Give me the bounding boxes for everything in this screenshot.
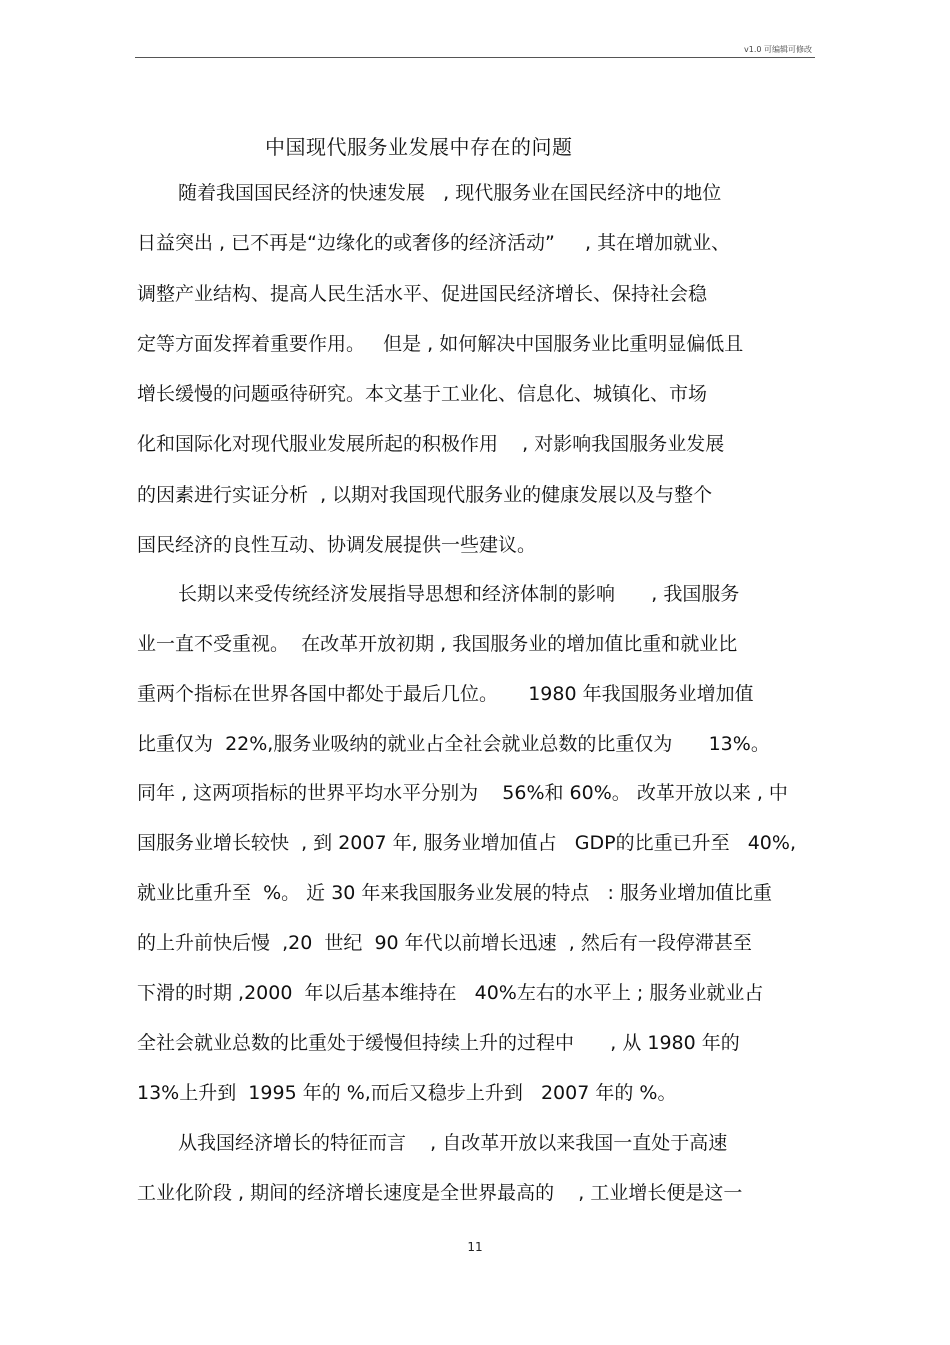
- text-line: 工业化阶段 , 期间的经济增长速度是全世界最高的 , 工业增长便是这一: [137, 1182, 743, 1204]
- header-rule: [135, 57, 815, 58]
- text-line: 比重仅为 22%,服务业吸纳的就业占全社会就业总数的比重仅为 13%。: [137, 733, 770, 755]
- text-line: 就业比重升至 %。 近 30 年来我国服务业发展的特点 : 服务业增加值比重: [137, 882, 772, 904]
- text-line: 日益突出 , 已不再是“边缘化的或奢侈的经济活动” , 其在增加就业、: [137, 232, 731, 254]
- text-line: 定等方面发挥着重要作用。 但是 , 如何解决中国服务业比重明显偏低且: [137, 333, 744, 355]
- text-line: 增长缓慢的问题亟待研究。本文基于工业化、信息化、城镇化、市场: [137, 383, 708, 405]
- text-line: 长期以来受传统经济发展指导思想和经济体制的影响 , 我国服务: [178, 583, 740, 605]
- text-line: 重两个指标在世界各国中都处于最后几位。 1980 年我国服务业增加值: [137, 683, 754, 705]
- text-line: 调整产业结构、提高人民生活水平、促进国民经济增长、保持社会稳: [137, 283, 708, 305]
- text-line: 的因素进行实证分析 , 以期对我国现代服务业的健康发展以及与整个: [137, 484, 713, 506]
- text-line: 同年 , 这两项指标的世界平均水平分别为 56%和 60%。 改革开放以来 , 中: [137, 782, 788, 804]
- text-line: 国服务业增长较快 , 到 2007 年, 服务业增加值占 GDP的比重已升至 40%,: [137, 832, 796, 854]
- text-line: 化和国际化对现代服业发展所起的积极作用 , 对影响我国服务业发展: [137, 433, 725, 455]
- text-line: 随着我国国民经济的快速发展 , 现代服务业在国民经济中的地位: [178, 182, 722, 204]
- text-line: 下滑的时期 ,2000 年以后基本维持在 40%左右的水平上 ; 服务业就业占: [137, 982, 764, 1004]
- document-title: 中国现代服务业发展中存在的问题: [265, 135, 573, 159]
- text-line: 13%上升到 1995 年的 %,而后又稳步上升到 2007 年的 %。: [137, 1082, 677, 1104]
- text-line: 的上升前快后慢 ,20 世纪 90 年代以前增长迅速 , 然后有一段停滞甚至: [137, 932, 752, 954]
- text-line: 从我国经济增长的特征而言 , 自改革开放以来我国一直处于高速: [178, 1132, 728, 1154]
- header-version-note: v1.0 可编辑可修改: [744, 45, 812, 54]
- text-line: 全社会就业总数的比重处于缓慢但持续上升的过程中 , 从 1980 年的: [137, 1032, 740, 1054]
- text-line: 业一直不受重视。 在改革开放初期 , 我国服务业的增加值比重和就业比: [137, 633, 738, 655]
- page-number: 11: [467, 1240, 483, 1254]
- text-line: 国民经济的良性互动、协调发展提供一些建议。: [137, 534, 537, 556]
